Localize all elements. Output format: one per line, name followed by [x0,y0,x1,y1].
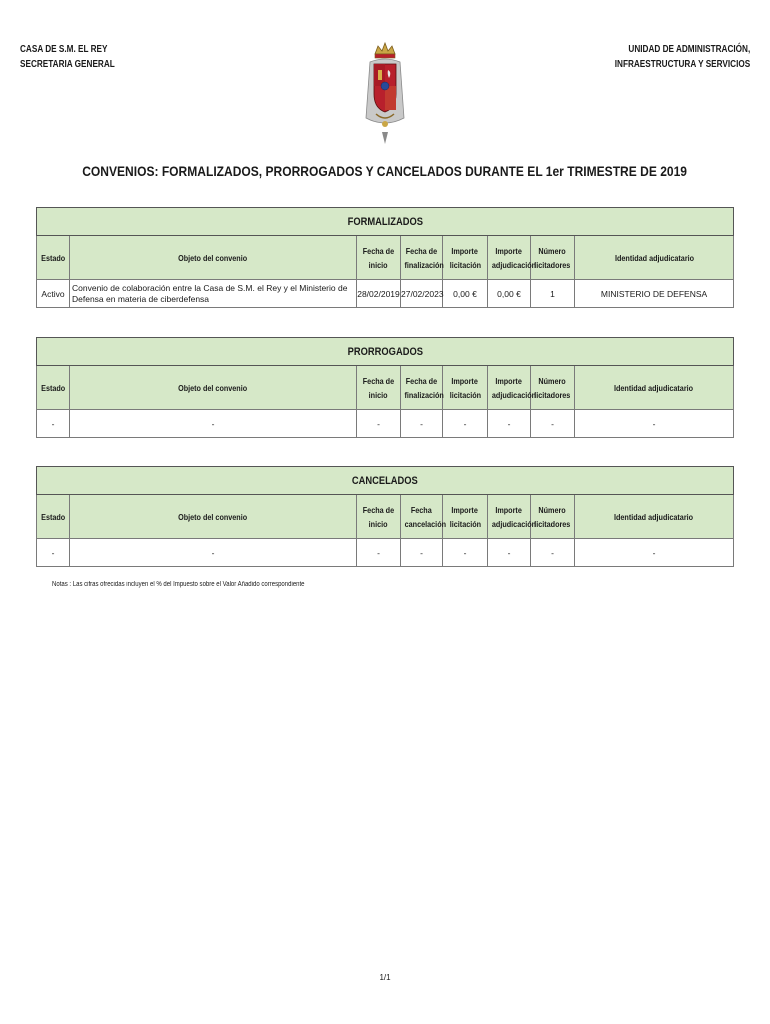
col-fecha-fin: Fecha de finalización [401,236,443,280]
section-heading: CANCELADOS [37,467,734,495]
col-numero-licitadores: Número licitadores [531,366,575,410]
cell-fecha-inicio: 28/02/2019 [357,280,401,308]
cell-estado: - [37,539,70,567]
cell-fecha-fin: 27/02/2023 [401,280,443,308]
table-row [37,280,734,308]
cell-objeto: - [70,539,357,567]
cell-importe-licitacion: - [443,539,488,567]
cell-numero-licitadores: 1 [531,280,575,308]
col-estado: Estado [37,495,70,539]
cell-importe-adjudicacion: - [488,539,531,567]
col-importe-adjudicacion: Importe adjudicación [488,366,531,410]
cell-identidad: MINISTERIO DE DEFENSA [575,280,734,308]
section-heading: FORMALIZADOS [37,208,734,236]
cell-fecha-cancelacion: - [401,539,443,567]
org-name: CASA DE S.M. EL REY [20,44,108,55]
col-importe-licitacion: Importe licitación [443,366,488,410]
cell-identidad: - [575,410,734,438]
table-cancelados [36,466,734,567]
table-row [37,539,734,567]
org-subunit: SECRETARIA GENERAL [20,59,115,70]
col-fecha-inicio: Fecha de inicio [357,495,401,539]
cell-importe-adjudicacion: 0,00 € [488,280,531,308]
col-objeto: Objeto del convenio [70,236,357,280]
col-estado: Estado [37,366,70,410]
col-objeto: Objeto del convenio [70,495,357,539]
cell-fecha-inicio: - [357,539,401,567]
col-importe-licitacion: Importe licitación [443,236,488,280]
col-identidad: Identidad adjudicatario [575,366,734,410]
col-estado: Estado [37,236,70,280]
col-fecha-inicio: Fecha de inicio [357,236,401,280]
section-heading: PRORROGADOS [37,338,734,366]
cell-importe-adjudicacion: - [488,410,531,438]
cell-numero-licitadores: - [531,410,575,438]
table-formalizados [36,207,734,308]
col-importe-adjudicacion: Importe adjudicación [488,495,531,539]
page-number: 1/1 [379,973,391,982]
col-numero-licitadores: Número licitadores [531,236,575,280]
col-importe-licitacion: Importe licitación [443,495,488,539]
unit-subname: INFRAESTRUCTURA Y SERVICIOS [614,59,750,70]
cell-estado: - [37,410,70,438]
footnote: Notas : Las cifras ofrecidas incluyen el % del Impuesto sobre el Valor Añadido correspondiente [52,581,305,588]
col-fecha-fin: Fecha de finalización [401,366,443,410]
col-numero-licitadores: Número licitadores [531,495,575,539]
cell-fecha-fin: - [401,410,443,438]
page-title: CONVENIOS: FORMALIZADOS, PRORROGADOS Y CANCELADOS DURANTE EL 1er TRIMESTRE DE 2019 [82,163,688,179]
col-objeto: Objeto del convenio [70,366,357,410]
cell-estado: Activo [37,280,70,308]
cell-fecha-inicio: - [357,410,401,438]
cell-identidad: - [575,539,734,567]
cell-objeto: Convenio de colaboración entre la Casa de S.M. el Rey y el Ministerio de Defensa en materia de ciberdefensa [70,280,357,308]
cell-importe-licitacion: 0,00 € [443,280,488,308]
cell-numero-licitadores: - [531,539,575,567]
col-fecha-inicio: Fecha de inicio [357,366,401,410]
col-importe-adjudicacion: Importe adjudicación [488,236,531,280]
royal-coat-of-arms-icon [362,40,408,150]
table-prorrogados [36,337,734,438]
header-left [20,42,115,72]
cell-importe-licitacion: - [443,410,488,438]
table-row [37,410,734,438]
cell-objeto: - [70,410,357,438]
header-right [615,42,750,72]
col-identidad: Identidad adjudicatario [575,495,734,539]
col-identidad: Identidad adjudicatario [575,236,734,280]
unit-name: UNIDAD DE ADMINISTRACIÓN, [628,44,750,55]
col-fecha-cancelacion: Fecha cancelación [401,495,443,539]
